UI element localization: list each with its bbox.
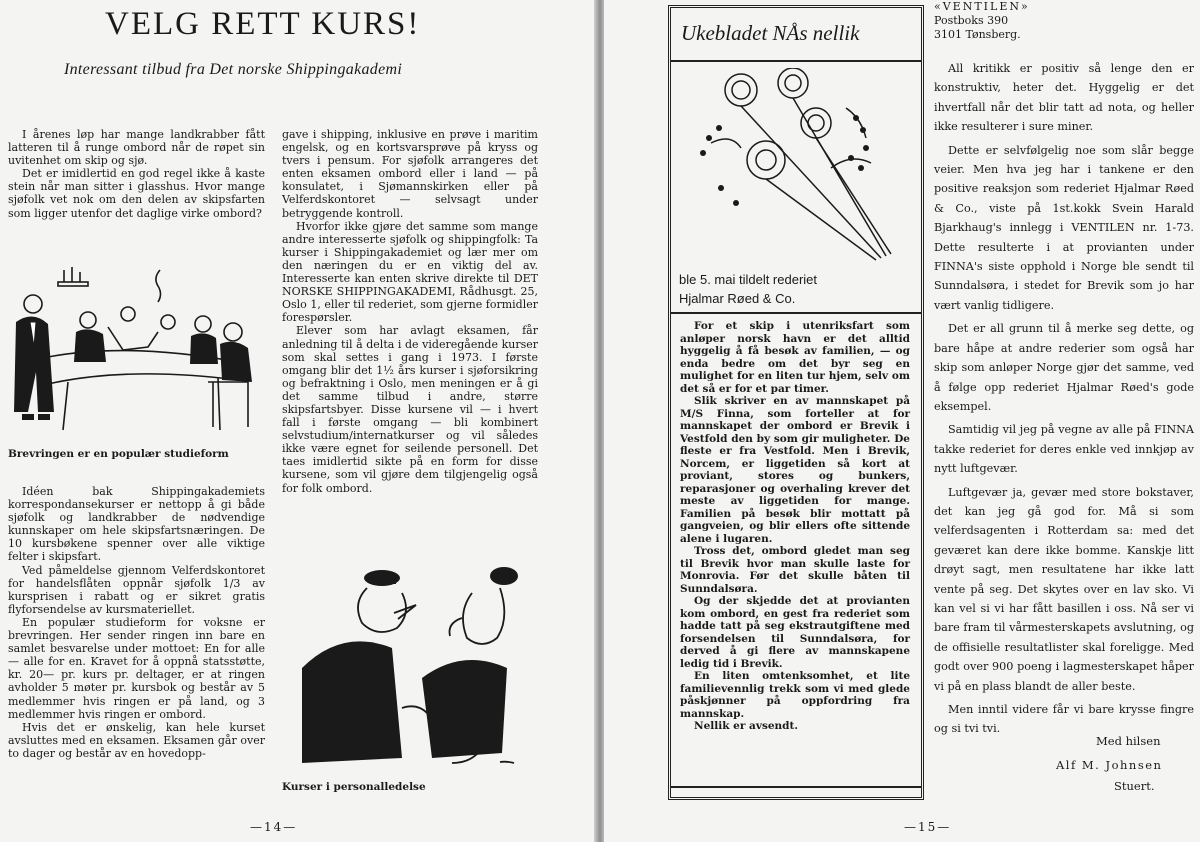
ad-subtitle-line: Hjalmar Røed & Co. bbox=[679, 291, 796, 306]
paragraph: Tross det, ombord gledet man seg til Brevik hvor man skulle laste for Monrovia. Før det skulle båten til Sunndalsøra. bbox=[680, 545, 910, 595]
paragraph: All kritikk er positiv så lenge den er konstruktiv, heter det. Hyggelig er det ihvertfall når det blir tatt ad nota, og heller ikke resulterer i sure miner. bbox=[934, 62, 1194, 134]
paragraph: Men inntil videre får vi bare krysse fingre og si tvi tvi. bbox=[934, 703, 1194, 736]
paragraph: En liten omtenksomhet, et lite familievennlig trekk som vi med glede påskjønner på oppfordring fra mannskap. bbox=[680, 670, 910, 720]
ad-subtitle bbox=[679, 270, 817, 308]
paragraph: Hvorfor ikke gjøre det samme som mange andre interesserte sjøfolk og shippingfolk: Ta kurser i Shippingakademiet og lær mer om den næringen du er en viktig del av. Interesserte kan enten skrive direkte til DET NORSKE SHIPPINGAKADEMI, Rådhusgt. 25, Oslo 1, eller til rederiet, som gjerne formidler forespørsler. bbox=[282, 219, 538, 325]
left-page bbox=[0, 0, 596, 842]
paragraph: Det er all grunn til å merke seg dette, og bare håpe at andre rederier som også har skip som anløper Norge gjør det samme, ved å følge opp rederiet Hjalmar Røed's gode eksempel. bbox=[934, 322, 1194, 413]
ad-rule bbox=[671, 60, 921, 62]
paragraph: Elever som har avlagt eksamen, får anledning til å delta i de videregående kurser som skal settes i gang i 1973. I første omgang blir det 1½ års kurser i sjøforsikring og befraktning i Oslo, men meningen er å gi det samme tilbud i andre, større skipsfartsbyer. Disse kursene vil — i hvert fall i første omgang — bli kombinert selvstudium/internatkurser og vil således ikke være egnet for seilende personell. Det taes imidlertid sikte på en form for disse kursene, som vil gjøre dem tilgjengelig også for folk ombord. bbox=[282, 324, 538, 495]
article-subtitle: Interessant tilbud fra Det norske Shippingakademi bbox=[64, 61, 403, 78]
dinner-party-illustration bbox=[8, 262, 266, 434]
page-number-right: —15— bbox=[904, 820, 952, 834]
paragraph: Ved påmeldelse gjennom Velferdskontoret for handelsflåten oppnår sjøfolk 1/3 av kursprisen i rabatt og er sikret gratis flyforsendelse av kursmateriellet. bbox=[8, 563, 265, 616]
paragraph: Hvis det er ønskelig, kan hele kurset avsluttes med en eksamen. Eksamen går over to dager og består av en hovedopp- bbox=[8, 720, 265, 760]
paragraph: Slik skriver en av mannskapet på M/S Finna, som forteller at for mannskapet der ombord er Brevik i Vestfold den by som gir muligheter. De fleste er fra Vestfold. Men i Brevik, Norcem, er liggetiden så kort at proviant, stores og bunkers, reparasjoner og overhaling krever det meste av liggetiden for mange. Familien på besøk blir mottatt på gangveien, og blir ellers ofte sittende alene i lugaren. bbox=[680, 395, 910, 545]
publication-name: «VENTILEN» bbox=[934, 0, 1030, 13]
paragraph: I årenes løp har mange landkrabber fått latteren til å runge ombord når de røpet sin uvitenhet om skip og sjø. bbox=[8, 128, 265, 168]
article-title: VELG RETT KURS! bbox=[105, 6, 421, 42]
paragraph: Samtidig vil jeg på vegne av alle på FINNA takke rederiet for deres enkle ved innkjøp av nytt luftgevær. bbox=[934, 423, 1194, 476]
paragraph: Luftgevær ja, gevær med store bokstaver, det kan jeg gå god for. Må si som velferdsagenten i Rotterdam sa: med det geværet kan dere ikke bomme. Kanskje litt drøyt sagt, men resultatene har ikke latt vente på seg. Det skytes over en lav sko. Vi kan vel si vi har fått basillen i oss. Nå ser vi bare fram til vårmesterskapets avslutning, og de offisielle resultatlister skal foreligge. Med godt over 900 poeng i lagmesterskapet håper vi på en plass blandt de aller beste. bbox=[934, 485, 1194, 693]
paragraph: Dette er selvfølgelig noe som slår begge veier. Men hva jeg har i tankene er den positive reaksjon som rederiet Hjalmar Røed & Co., viste på 1st.kokk Svein Harald Bjarkhaug's innlegg i VENTILEN nr. 1-73. Dette resulterte i at provianten under FINNA's siste opphold i Norge ble sendt til Sunndalsøra, i stedet for Brevik som jo har vært vanlig tidligere. bbox=[934, 143, 1194, 312]
carnation-bouquet-illustration bbox=[681, 68, 911, 263]
caption-kurser: Kurser i personalledelse bbox=[282, 781, 426, 793]
page-number-left: —14— bbox=[250, 820, 298, 834]
col2 bbox=[282, 128, 538, 495]
ad-subtitle-line: ble 5. mai tildelt rederiet bbox=[679, 272, 818, 287]
paragraph: For et skip i utenriksfart som anløper norsk havn er det alltid hyggelig å få besøk av familien, — og enda bedre om det byr seg en mulighet for en liten tur hjem, selv om det så er for et par timer. bbox=[680, 320, 910, 395]
ad-rule bbox=[671, 312, 921, 314]
paragraph: Og der skjedde det at provianten kom ombord, en gest fra rederiet som hadde tatt på seg ekstrautgiftene med forsendelsen til Sunndalsøra, for derved å gi flere av mannskapene ledig tid i Brevik. bbox=[680, 595, 910, 670]
sailors-arguing-illustration bbox=[282, 558, 538, 776]
paragraph: gave i shipping, inklusive en prøve i maritim engelsk, og en kortsvarsprøve på kryss og tvers i pensum. For sjøfolk arrangeres det enten eksamen ombord eller i land — på konsulatet, i Sjømannskirken eller på Velferdskontoret — selvsagt under betryggende kontroll. bbox=[282, 128, 538, 220]
paragraph: En populær studieform for voksne er brevringen. Her sender ringen inn bare en samlet besvarelse under mottoet: En for alle — alle for en. Kravet for å oppnå statsstøtte, kr. 20— pr. kurs pr. deltager, er at ringen avholder 5 møter pr. kursbok og består av 5 medlemmer hvis ringen er på land, og 3 medlemmer hvis ringen er ombord. bbox=[8, 615, 265, 721]
caption-brevringen: Brevringen er en populær studieform bbox=[8, 448, 229, 460]
address-line: 3101 Tønsberg. bbox=[934, 28, 1021, 41]
nellik-advertisement bbox=[668, 5, 924, 800]
letter-role: Stuert. bbox=[1114, 779, 1155, 793]
col1-bottom bbox=[8, 485, 265, 760]
paragraph: Idéen bak Shippingakademiets korrespondansekurser er nettopp å gi både sjøfolk og landkrabber de nødvendige kunnskaper om hele skipsfartsnæringen. De 10 kursbøkene spenner over alle viktige felter i skipsfart. bbox=[8, 485, 265, 564]
ad-title: Ukebladet NÅs nellik bbox=[681, 21, 860, 45]
right-page bbox=[604, 0, 1200, 842]
letter-closing: Med hilsen bbox=[1096, 734, 1161, 748]
paragraph: Nellik er avsendt. bbox=[694, 720, 799, 732]
letter-header bbox=[934, 0, 1194, 42]
letter-signature: Alf M. Johnsen bbox=[1056, 758, 1163, 772]
address-line: Postboks 390 bbox=[934, 14, 1009, 27]
ad-rule bbox=[671, 786, 921, 788]
paragraph: Det er imidlertid en god regel ikke å kaste stein når man sitter i glasshus. Hvor mange sjøfolk vet nok om den delen av skipsfarten som ligger utenfor det daglige virke ombord? bbox=[8, 167, 265, 220]
col1-top bbox=[8, 128, 265, 220]
letter-to-editor bbox=[934, 0, 1194, 739]
ad-body bbox=[680, 320, 910, 733]
